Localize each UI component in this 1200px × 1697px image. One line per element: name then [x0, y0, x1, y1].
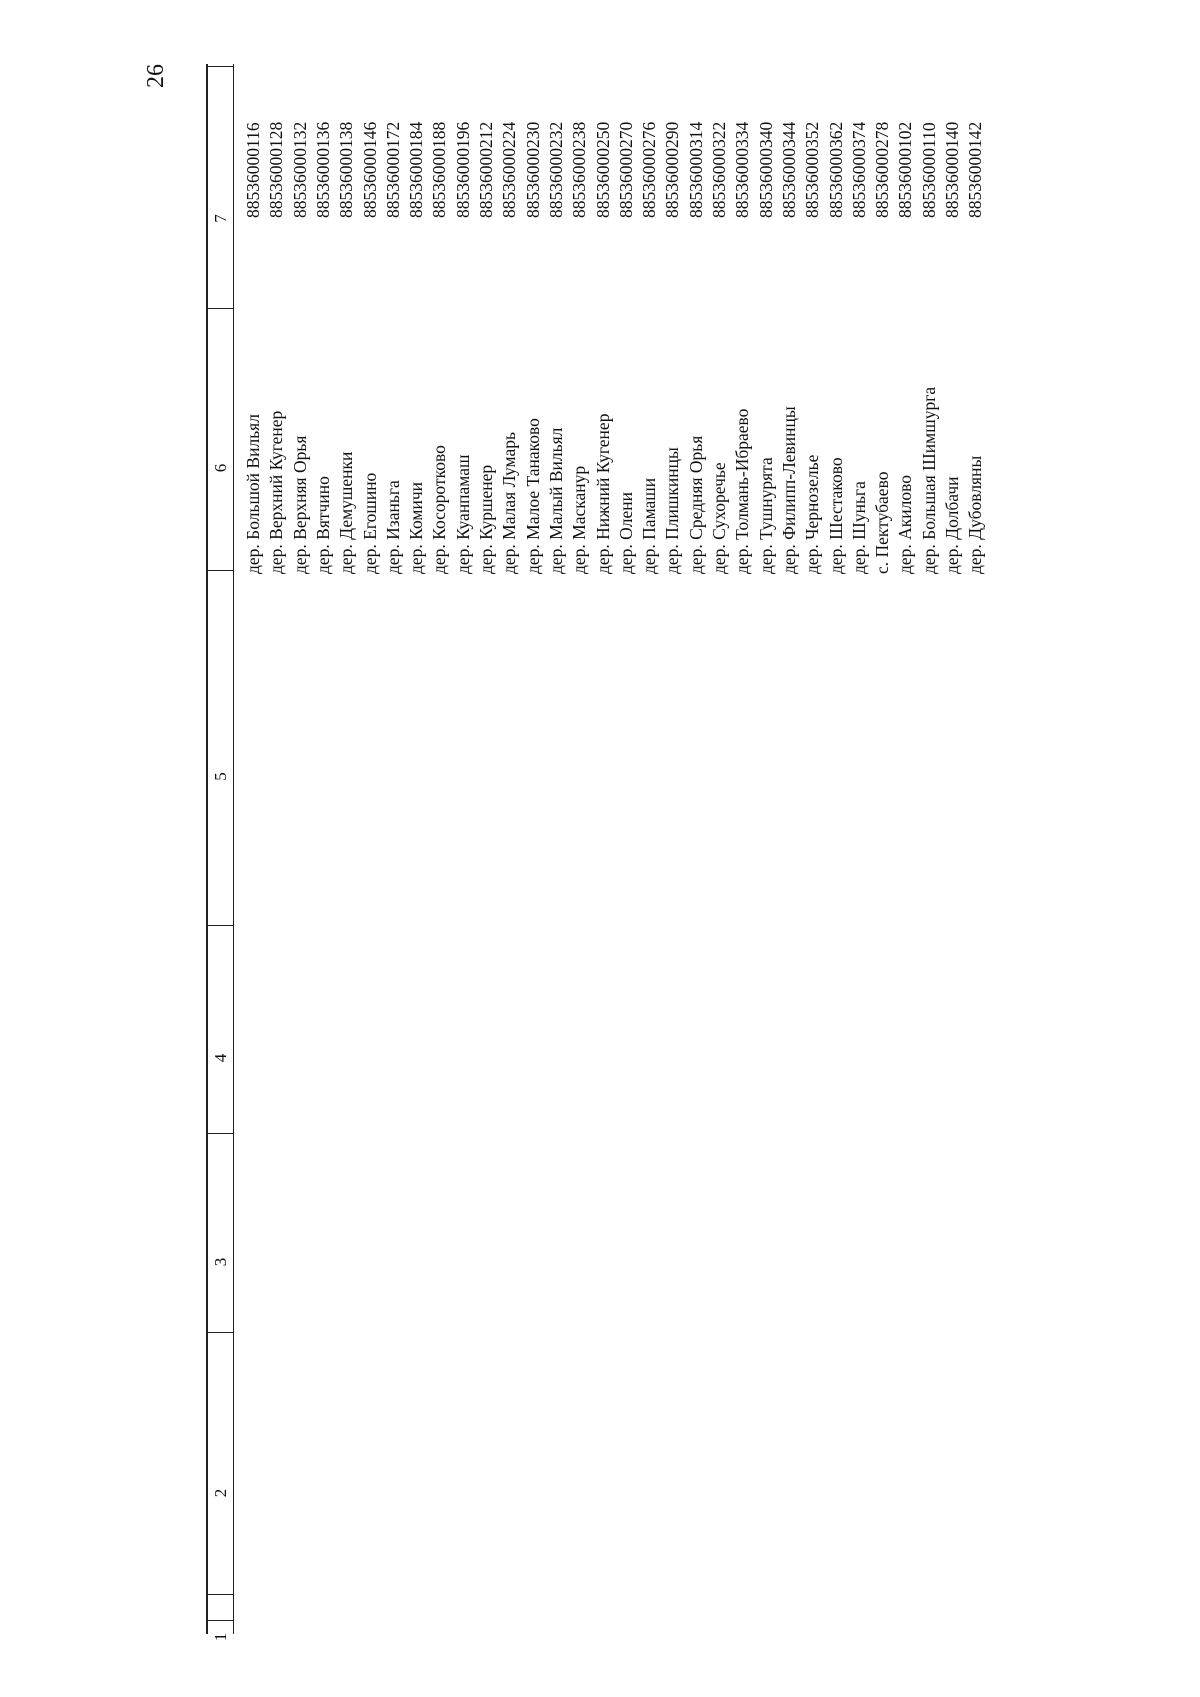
table-row [359, 100, 382, 1660]
settlement-name: с. Пектубаево [872, 471, 893, 574]
page-number: 26 [143, 64, 169, 88]
table-row [918, 100, 941, 1660]
table-row [498, 100, 521, 1660]
oktmo-code: 88536000172 [382, 121, 403, 218]
oktmo-code: 88536000344 [778, 121, 799, 218]
oktmo-code: 88536000276 [639, 121, 660, 218]
table-row [894, 100, 917, 1660]
table-row [289, 100, 312, 1660]
oktmo-code: 88536000314 [685, 121, 706, 218]
settlement-name: дер. Нижний Кугенер [592, 413, 613, 574]
table-row [685, 100, 708, 1660]
settlement-name: дер. Шестаково [825, 457, 846, 574]
settlement-name: дер. Дубовляны [965, 455, 986, 574]
oktmo-code: 88536000102 [895, 121, 916, 218]
settlement-name: дер. Егошино [359, 472, 380, 574]
settlement-name: дер. Большой Вильял [243, 414, 263, 574]
settlement-name: дер. Памаши [639, 477, 660, 574]
settlement-name: дер. Филипп-Левинцы [778, 406, 799, 574]
table-row [475, 100, 498, 1660]
oktmo-code: 88536000278 [872, 121, 893, 218]
header-row [206, 100, 236, 1660]
settlement-name: дер. Косоротково [429, 445, 450, 574]
column-header-1: 1 [211, 1632, 230, 1642]
settlement-name: дер. Тушнурята [755, 457, 776, 574]
table-row [242, 100, 265, 1660]
column-header-2: 2 [211, 1488, 230, 1498]
table-row [731, 100, 754, 1660]
settlement-name: дер. Демушенки [336, 451, 357, 574]
table-row [638, 100, 661, 1660]
oktmo-code: 88536000362 [825, 121, 846, 218]
oktmo-code: 88536000212 [476, 121, 496, 218]
settlement-name: дер. Малая Лумарь [499, 432, 520, 574]
table-row [335, 100, 358, 1660]
oktmo-code: 88536000132 [289, 121, 310, 218]
settlement-name: дер. Олени [615, 491, 636, 574]
oktmo-code: 88536000196 [452, 121, 473, 218]
oktmo-code: 88536000232 [545, 121, 566, 218]
table-row [452, 100, 475, 1660]
table-row [382, 100, 405, 1660]
oktmo-code: 88536000352 [802, 121, 823, 218]
settlement-name: дер. Шуньга [848, 481, 869, 574]
oktmo-code: 88536000250 [592, 121, 613, 218]
oktmo-code: 88536000146 [359, 121, 380, 218]
oktmo-code: 88536000110 [918, 122, 939, 218]
settlement-name: дер. Вятчино [312, 476, 333, 574]
rotated-table [150, 100, 1050, 1660]
settlement-name: дер. Куанпамаш [452, 454, 473, 574]
oktmo-code: 88536000290 [662, 121, 683, 218]
column-separator [206, 66, 234, 67]
settlement-name: дер. Верхняя Орья [289, 435, 310, 574]
column-header-3: 3 [211, 1257, 230, 1267]
oktmo-code: 88536000138 [336, 121, 357, 218]
settlement-name: дер. Толмань-Ибраево [732, 408, 753, 574]
table-row [708, 100, 731, 1660]
table-row [848, 100, 871, 1660]
settlement-name: дер. Изаньга [382, 480, 403, 574]
settlement-name: дер. Большая Шимшурга [918, 386, 939, 574]
settlement-name: дер. Плишкинцы [662, 447, 683, 574]
oktmo-code: 88536000136 [312, 121, 333, 218]
column-header-7: 7 [211, 214, 230, 223]
column-header-5: 5 [211, 772, 230, 781]
oktmo-code: 88536000334 [732, 121, 753, 218]
settlement-name: дер. Акилово [895, 474, 916, 574]
table-row [778, 100, 801, 1660]
table-row [428, 100, 451, 1660]
oktmo-code: 88536000128 [266, 121, 287, 218]
table-row [312, 100, 335, 1660]
table-row [568, 100, 591, 1660]
table-row [615, 100, 638, 1660]
table-row [545, 100, 568, 1660]
table-row [522, 100, 545, 1660]
oktmo-code: 88536000184 [406, 121, 427, 218]
column-header-6: 6 [211, 463, 230, 473]
table-row [871, 100, 894, 1660]
settlement-name: дер. Верхний Кугенер [266, 410, 287, 574]
settlement-name: дер. Долбачи [942, 476, 962, 574]
oktmo-code: 88536000340 [755, 121, 776, 218]
settlement-name: дер. Куршенер [476, 464, 496, 574]
table-row [405, 100, 428, 1660]
oktmo-code: 88536000140 [942, 121, 962, 218]
settlement-name: дер. Масканур [569, 465, 590, 574]
oktmo-code: 88536000322 [709, 121, 729, 218]
oktmo-code: 88536000224 [499, 121, 520, 218]
oktmo-code: 88536000270 [615, 121, 636, 218]
oktmo-code: 88536000374 [848, 121, 869, 218]
settlement-name: дер. Чернозелье [802, 454, 823, 574]
table-row [661, 100, 684, 1660]
table-row [755, 100, 778, 1660]
table-row [265, 100, 288, 1660]
settlement-name: дер. Средняя Орья [685, 435, 706, 574]
settlement-name: дер. Малый Вильял [545, 427, 566, 574]
settlement-name: дер. Малое Танаково [522, 418, 543, 574]
oktmo-code: 88536000238 [569, 121, 590, 218]
settlement-name: дер. Комичи [406, 482, 427, 574]
table-row [941, 100, 964, 1660]
settlement-name: дер. Сухоречье [709, 462, 729, 574]
table-row [801, 100, 824, 1660]
column-header-4: 4 [211, 1053, 230, 1063]
oktmo-code: 88536000142 [965, 121, 986, 218]
table-row [825, 100, 848, 1660]
oktmo-code: 88536000230 [522, 121, 543, 218]
table-row [964, 100, 987, 1660]
oktmo-code: 88536000116 [243, 122, 263, 218]
oktmo-code: 88536000188 [429, 121, 450, 218]
table-row [592, 100, 615, 1660]
